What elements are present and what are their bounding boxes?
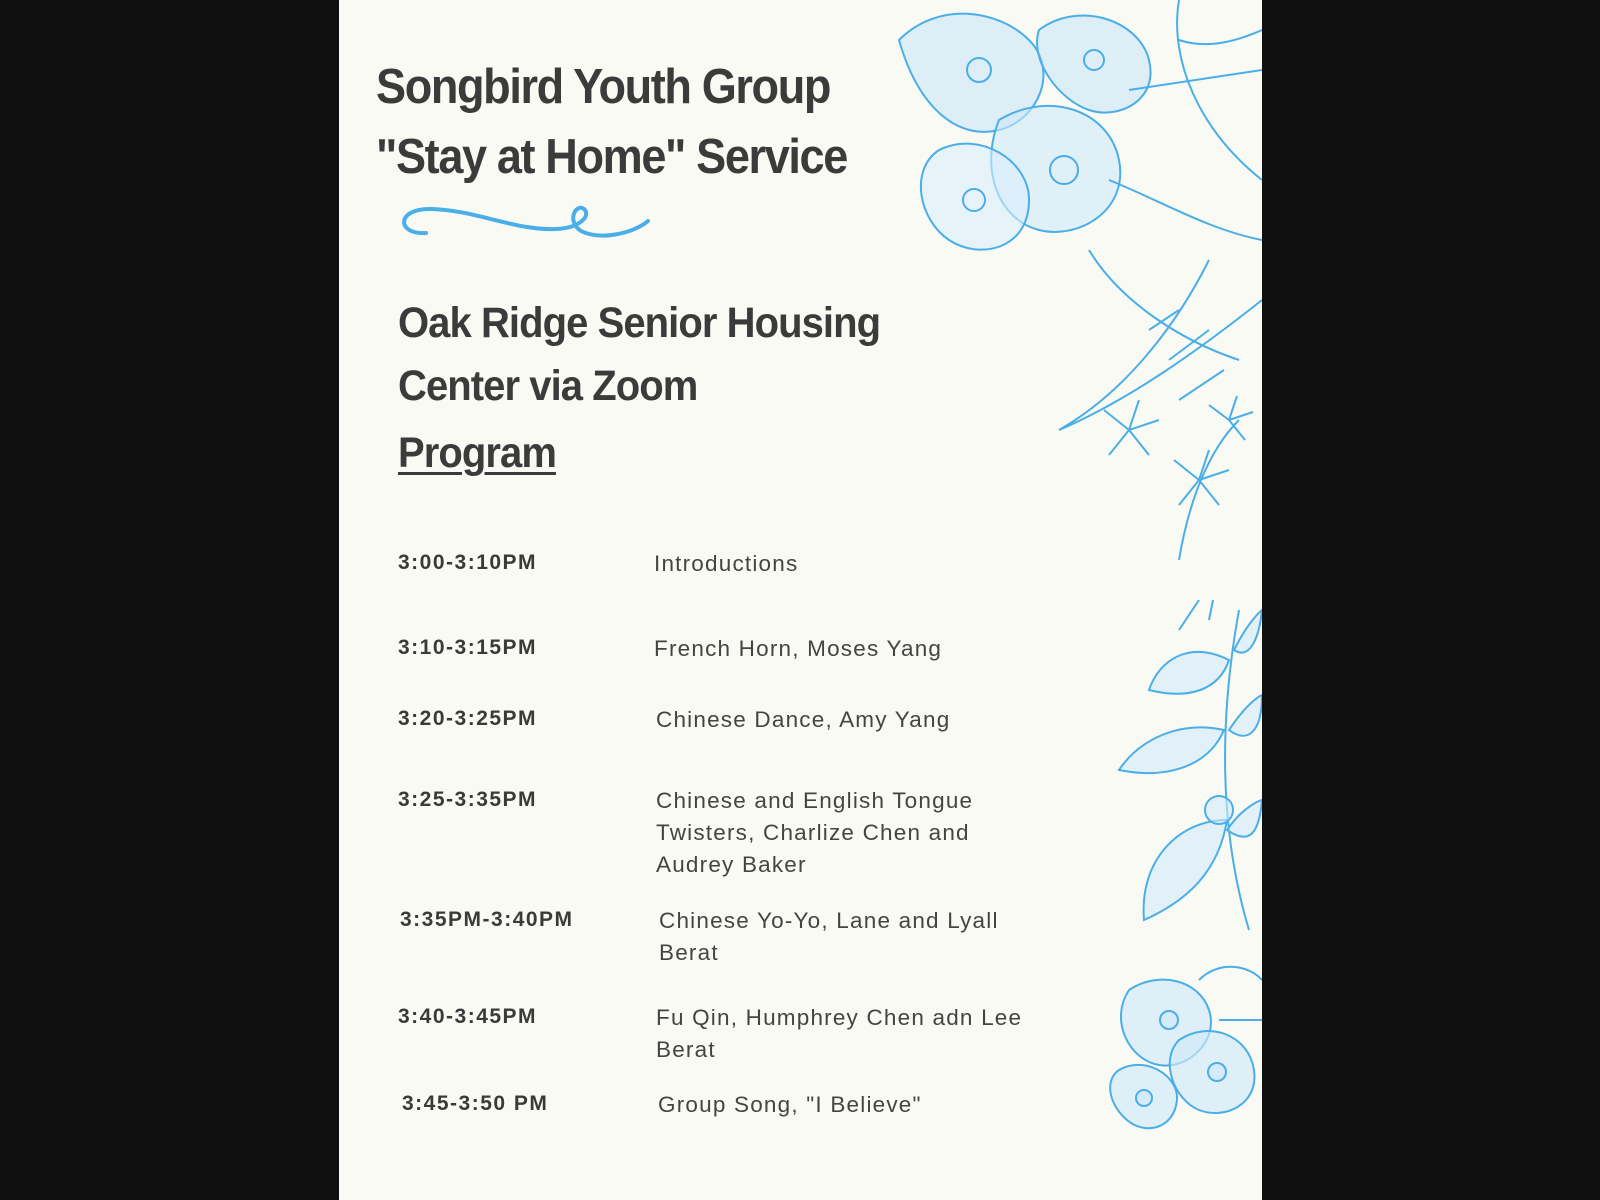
- program-item: [654, 548, 1034, 580]
- program-time: 3:35PM-3:40PM: [400, 908, 574, 931]
- program-item-line: Audrey Baker: [656, 852, 807, 877]
- program-item-line: Berat: [656, 1037, 716, 1062]
- program-item-line: Introductions: [654, 551, 799, 576]
- program-item-line: Fu Qin, Humphrey Chen adn Lee: [656, 1005, 1023, 1030]
- leaf-sprig-illustration: [1109, 600, 1262, 940]
- program-item-line: Berat: [659, 940, 719, 965]
- title-line-1: Songbird Youth Group: [376, 60, 831, 114]
- program-time: 3:25-3:35PM: [398, 788, 538, 811]
- program-item: [658, 1089, 1038, 1121]
- program-item-line: French Horn, Moses Yang: [654, 636, 943, 661]
- program-item: [656, 704, 1036, 736]
- title-line-2: "Stay at Home" Service: [376, 130, 847, 184]
- program-heading: Program: [398, 429, 556, 477]
- program-item-line: Twisters, Charlize Chen and: [656, 820, 970, 845]
- program-item-line: Chinese and English Tongue: [656, 788, 974, 813]
- flower-illustration-bottom: [1099, 960, 1262, 1140]
- venue-line-1: Oak Ridge Senior Housing: [398, 299, 881, 347]
- program-item-line: Group Song, "I Believe": [658, 1092, 922, 1117]
- page-title: [376, 52, 847, 192]
- program-item-line: Chinese Yo-Yo, Lane and Lyall: [659, 908, 999, 933]
- squiggle-divider-icon: [396, 203, 654, 243]
- program-item-line: Chinese Dance, Amy Yang: [656, 707, 951, 732]
- venue-line-2: Center via Zoom: [398, 362, 698, 410]
- program-time: 3:00-3:10PM: [398, 551, 538, 574]
- program-item: [656, 785, 1036, 881]
- program-time: 3:10-3:15PM: [398, 636, 538, 659]
- program-flyer: [339, 0, 1262, 1200]
- program-item: [654, 633, 1034, 665]
- program-item: [659, 905, 1039, 969]
- program-time: 3:20-3:25PM: [398, 707, 538, 730]
- flower-illustration-top: [879, 0, 1262, 570]
- program-item: [656, 1002, 1036, 1066]
- program-time: 3:45-3:50 PM: [402, 1092, 549, 1115]
- program-time: 3:40-3:45PM: [398, 1005, 538, 1028]
- venue-heading: [398, 292, 880, 418]
